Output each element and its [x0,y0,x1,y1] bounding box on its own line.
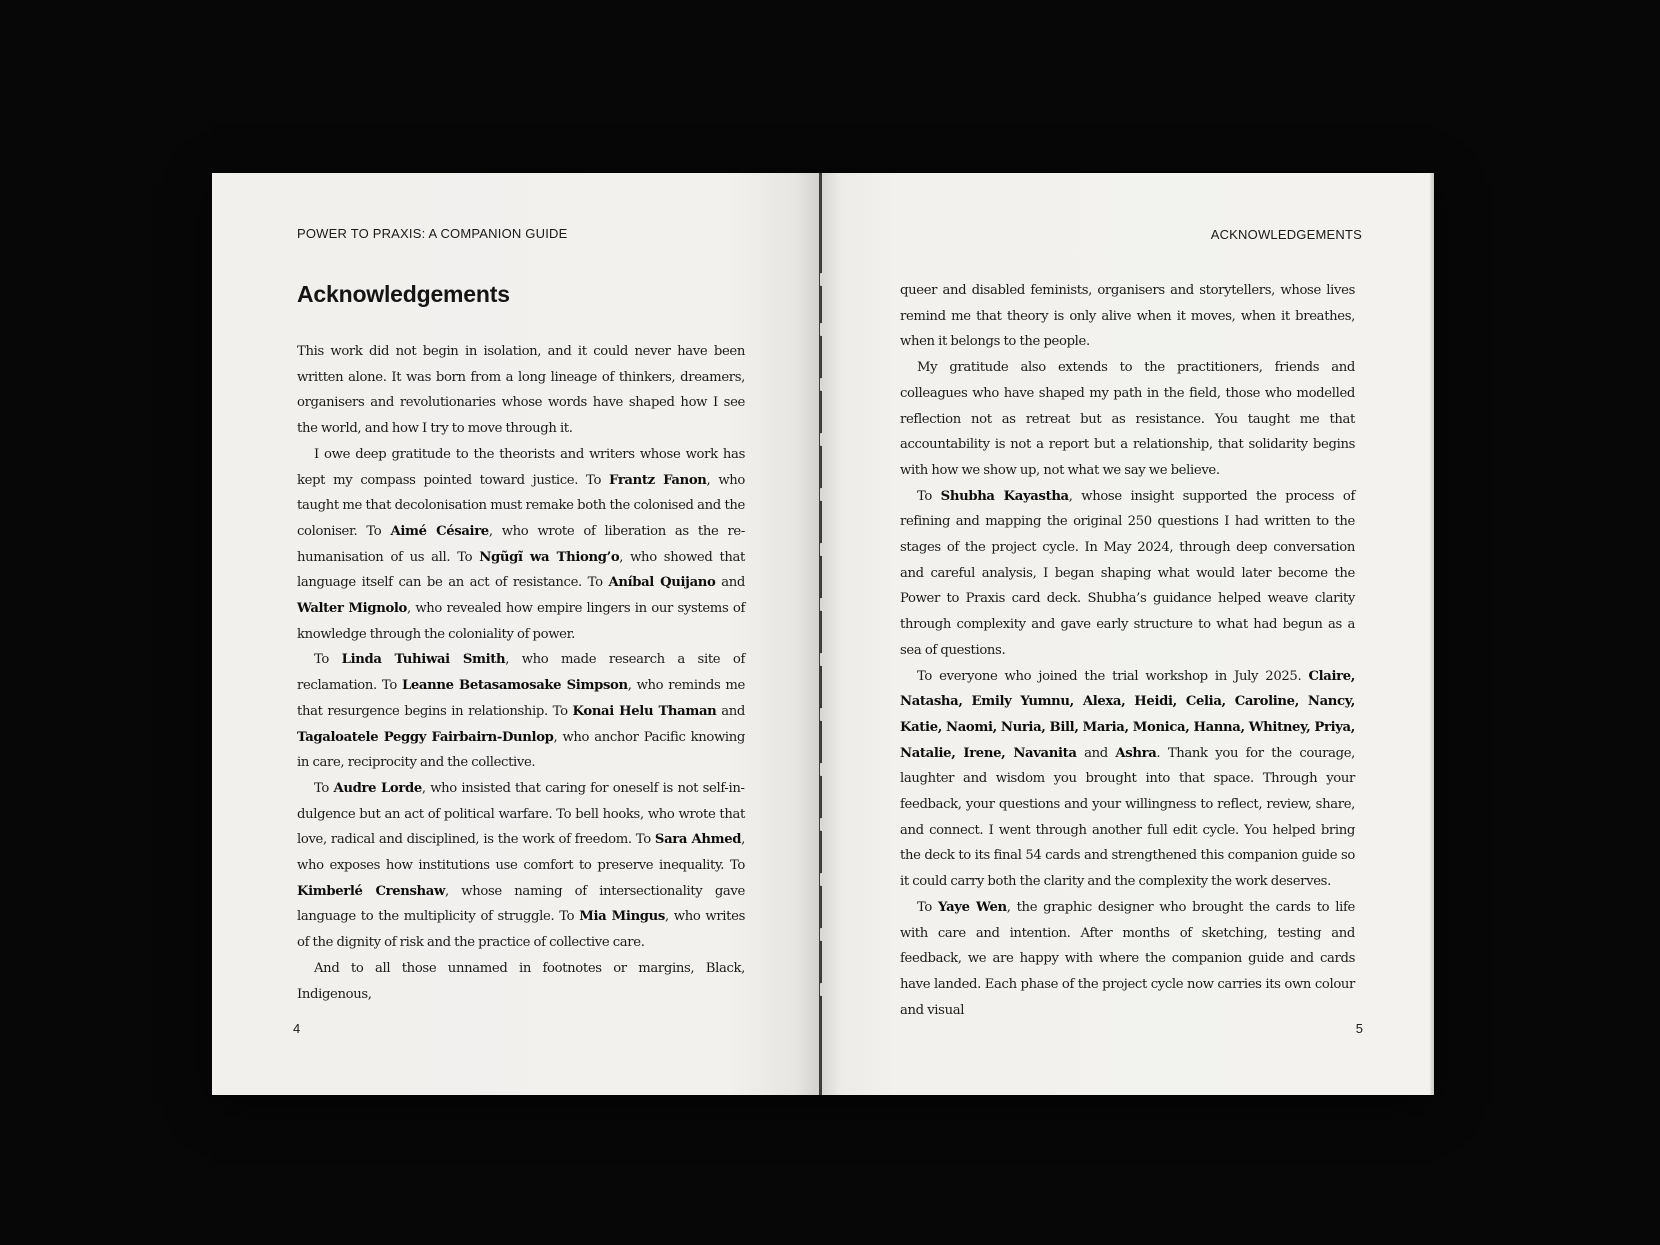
paragraph [297,442,745,648]
running-head-left: POWER TO PRAXIS: A COMPANION GUIDE [297,226,568,241]
text-run: , who made research a site of reclamation. To [297,652,745,694]
left-page [212,173,820,1095]
paragraph [297,339,745,442]
name-bold: Mia Mingus [579,909,665,925]
paragraph [900,664,1355,895]
name-bold: Sara Ahmed [654,832,742,848]
text-run: , who revealed how empire lingers in our systems of knowledge through the coloniality of power. [297,601,745,642]
text-run: I owe deep gratitude to the theorists and writers whose work has kept my compass pointed toward justice. To [297,446,745,488]
name-bold: Konai Helu Thaman [572,703,717,719]
name-bold: Aníbal Quijano [608,575,716,591]
text-run: To everyone who joined the trial workshop in July 2025. [917,668,1309,684]
left-body-text [297,339,745,1007]
paragraph [297,776,745,956]
open-booklet [212,173,1434,1095]
paragraph [900,895,1355,1024]
name-bold: Audre Lorde [333,780,422,796]
text-run: And to all those unnamed in footnotes or margins, Black, Indigenous, [297,960,745,1002]
text-run: , who reminds me that resurgence begins in relationship. To [297,678,745,719]
text-run: , who wrote of liberation as the re-humanisation of us all. To [297,523,745,565]
text-run: and [1076,745,1116,761]
name-bold: Leanne Betasamosake Simpson [401,678,628,694]
paragraph [900,355,1355,484]
name-bold: Frantz Fanon [609,472,707,488]
page-number-left: 4 [293,1021,301,1036]
name-bold: Ashra [1115,745,1157,761]
text-run: , who anchor Pacific knowing in care, reciprocity and the collective. [297,729,745,771]
right-page [822,173,1434,1095]
text-run: queer and disabled feminists, organisers and storytellers, whose lives remind me that theory is only alive when it moves, when it breathes, when it belongs to the people. [900,283,1355,350]
right-body-text [900,278,1355,1023]
text-run: , who writes of the dignity of risk and the practice of collective care. [297,909,745,951]
text-run: and [716,703,745,719]
paragraph [297,647,745,776]
running-head-right: ACKNOWLEDGEMENTS [1210,227,1362,242]
chapter-title: Acknowledgements [297,281,510,307]
text-run: , who insisted that caring for oneself is not self-indulgence but an act of political warfare. To bell hooks, who wrote that love, radical and disciplined, is the work of freedom. To [297,780,745,848]
text-run: To [314,652,342,668]
name-bold: Linda Tuhiwai Smith [341,652,506,668]
text-run: This work did not begin in isolation, and it could never have been written alone. It was born from a long lineage of thinkers, dreamers, organisers and revolutionaries whose words have shaped how I see the world, and how I try to move through it. [297,344,745,437]
text-run: , whose naming of intersectionality gave language to the multiplicity of struggle. To [297,883,745,925]
text-run: , the graphic designer who brought the cards to life with care and intention. After months of sketching, testing and feedback, we are happy with where the companion guide and cards have landed. Each phase of the project cycle now carries its own colour and visual [900,899,1356,1018]
paragraph [900,484,1355,664]
name-bold: Shubha Kayastha [940,488,1069,504]
text-run: To [314,780,334,796]
name-bold: Aimé Césaire [390,523,489,539]
name-bold: Tagaloatele Peggy Fairbairn-Dunlop [297,729,554,745]
paragraph [900,278,1355,355]
paragraph [297,956,745,1007]
name-bold: Kimberlé Crenshaw [297,883,445,899]
page-number-right: 5 [1355,1021,1363,1036]
text-run: , whose insight supported the process of refining and mapping the original 250 questions I had written to the stages of the project cycle. In May 2024, through deep conversation and careful analysis, I began shaping what would later become the Power to Praxis card deck. Shubha’s guidance helped weave clarity through complexity and gave early structure to what had begun as a sea of questions. [900,488,1355,658]
text-run: and [715,575,745,591]
text-run: To [917,488,941,504]
name-bold: Walter Mignolo [297,601,408,617]
name-bold: Yaye Wen [938,899,1007,915]
text-run: , who exposes how institutions use comfort to preserve inequality. To [297,832,745,874]
text-run: . Thank you for the courage, laughter and wisdom you brought into that space. Through your feedback, your questions and your willingness to reflect, review, share, and connect. I went through another full edit cycle. You helped bring the deck to its final 54 cards and strengthened this companion guide so it could carry both the clarity and the complexity the work deserves. [900,745,1355,890]
text-run: My gratitude also extends to the practitioners, friends and colleagues who have shaped my path in the field, those who modelled reflection not as retreat but as resistance. You taught me that accountability is not a report but a relationship, that solidarity begins with how we show up, not what we say we believe. [900,360,1355,478]
name-bold: Ngũgĩ wa Thiong’o [479,549,620,565]
text-run: To [917,899,939,915]
text-run: , who showed that language itself can be an act of resistance. To [297,549,746,591]
name-bold: Claire, Natasha, Emily Yumnu, Alexa, Heidi, Celia, Caroline, Nancy, Katie, Naomi, Nuria, Bill, Maria, Monica, Hanna, Whitney, Priya, Natalie, Irene, Navanita [900,668,1355,761]
text-run: , who taught me that decolonisation must remake both the colonised and the coloniser. To [297,472,745,539]
